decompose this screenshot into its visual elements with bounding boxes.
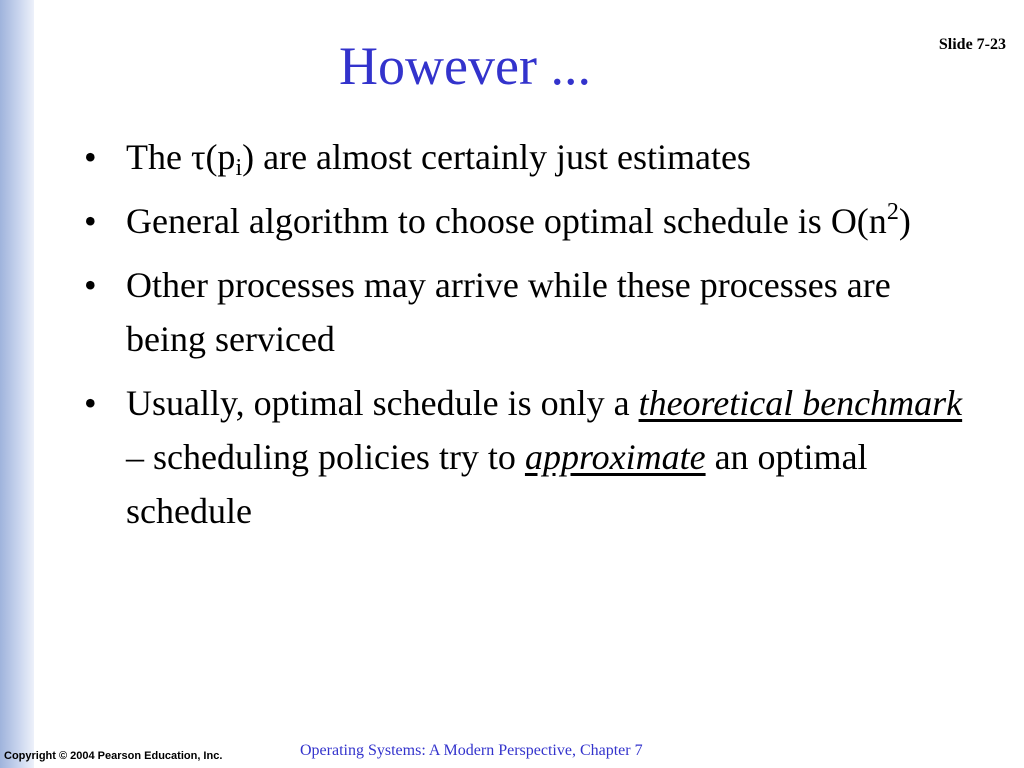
- bullet-list: [84, 130, 964, 548]
- bullet-text: The: [126, 137, 191, 177]
- bullet-text: ) are almost certainly just estimates: [242, 137, 751, 177]
- bullet-item: [84, 258, 964, 366]
- bullet-item: [84, 376, 964, 538]
- bullet-item: [84, 130, 964, 184]
- slide-side-bar: [0, 0, 34, 768]
- bullet-marker: •: [84, 137, 97, 177]
- bullet-marker: •: [84, 383, 97, 423]
- emphasis-theoretical-benchmark: theoretical benchmark: [638, 383, 963, 423]
- emphasis-approximate: approximate: [524, 437, 706, 477]
- bullet-text: – scheduling policies try to: [126, 437, 525, 477]
- footer-chapter: Operating Systems: A Modern Perspective, Chapter 7: [300, 742, 643, 759]
- bullet-text: ): [898, 201, 911, 241]
- bullet-text: Other processes may arrive while these processes are being serviced: [126, 265, 891, 359]
- slide-number: Slide 7-23: [938, 36, 1006, 53]
- bullet-text: Usually, optimal schedule is only a: [126, 383, 639, 423]
- bullet-item: [84, 194, 964, 248]
- bullet-text: General algorithm to choose optimal schedule is O(n: [126, 201, 887, 241]
- bullet-marker: •: [84, 201, 97, 241]
- superscript-2: 2: [886, 199, 899, 225]
- subscript-i: i: [235, 155, 243, 181]
- footer-copyright: Copyright © 2004 Pearson Education, Inc.: [4, 750, 223, 762]
- slide-title: However ...: [339, 36, 591, 96]
- bullet-text: an optimal schedule: [126, 437, 868, 531]
- bullet-text: (p: [205, 137, 236, 177]
- bullet-marker: •: [84, 265, 97, 305]
- tau-symbol: τ: [190, 137, 206, 177]
